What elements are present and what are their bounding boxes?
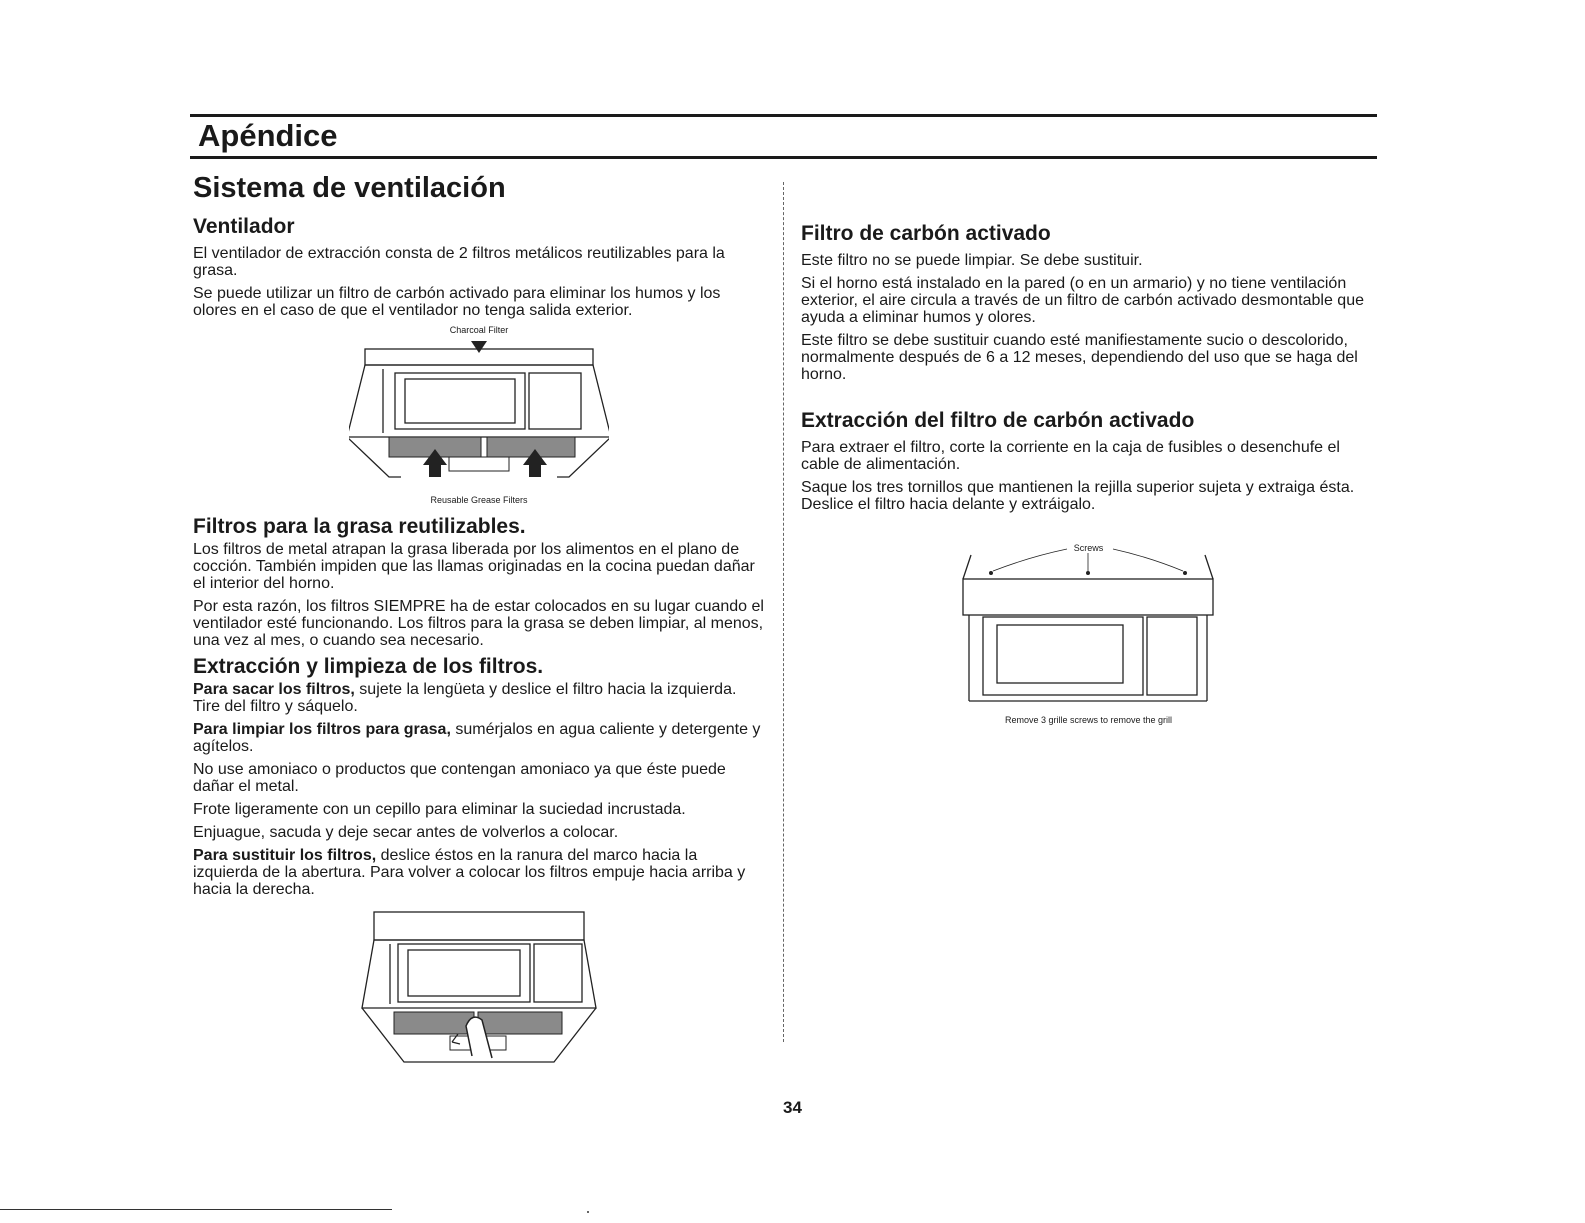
limpieza-p1-text: sujete la lengüeta y deslice el filtro hacia la izquierda. Tire del filtro y sáquelo. bbox=[193, 681, 737, 715]
figure-filter-removal bbox=[354, 908, 604, 1068]
limpieza-heading: Extracción y limpieza de los filtros. bbox=[193, 655, 544, 678]
grille-screws-caption: Remove 3 grille screws to remove the grill bbox=[1004, 715, 1173, 725]
limpieza-paragraph-1 bbox=[193, 681, 765, 715]
reusable-grease-filters-label: Reusable Grease Filters bbox=[430, 495, 528, 505]
section-title: Sistema de ventilación bbox=[193, 172, 506, 204]
limpieza-paragraph-4: Frote ligeramente con un cepillo para eliminar la suciedad incrustada. bbox=[193, 801, 686, 818]
carbon-paragraph-3: Este filtro se debe sustituir cuando esté manifiestamente sucio o descolorido, normalmente después de 6 a 12 meses, dependiendo del uso que se haga del horno. bbox=[801, 332, 1358, 383]
microwave-filters-illustration bbox=[349, 337, 609, 503]
bottom-edge-line bbox=[0, 1209, 392, 1210]
figure-filters-diagram bbox=[349, 325, 609, 507]
extraccion-paragraph-1: Para extraer el filtro, corte la corriente en la caja de fusibles o desenchufe el cable de alimentación. bbox=[801, 439, 1340, 473]
figure-grille-screws bbox=[949, 539, 1229, 729]
grasa-paragraph-2: Por esta razón, los filtros SIEMPRE ha de estar colocados en su lugar cuando el ventilador esté funcionando. Los filtros para la grasa se deben limpiar, al menos, una vez al mes, o cuando sea necesario. bbox=[193, 598, 764, 649]
carbon-heading: Filtro de carbón activado bbox=[801, 222, 1051, 245]
limpieza-paragraph-6 bbox=[193, 847, 765, 898]
extraccion-heading: Extracción del filtro de carbón activado bbox=[801, 409, 1195, 432]
screws-label: Screws bbox=[1073, 543, 1104, 553]
page-number: 34 bbox=[783, 1098, 802, 1117]
limpieza-p6-bold: Para sustituir los filtros, bbox=[193, 847, 377, 864]
charcoal-filter-label: Charcoal Filter bbox=[449, 325, 509, 335]
ventilador-heading: Ventilador bbox=[193, 215, 295, 238]
limpieza-p2-text: sumérjalos en agua caliente y detergente y agítelos. bbox=[193, 721, 761, 755]
extraccion-paragraph-2: Saque los tres tornillos que mantienen la rejilla superior sujeta y extraiga ésta. Deslice el filtro hacia delante y extráigalo. bbox=[801, 479, 1355, 513]
carbon-paragraph-2: Si el horno está instalado en la pared (o en un armario) y no tiene ventilación exterior, el aire circula a través de un filtro de carbón activado desmontable que ayuda a eliminar humos y olores. bbox=[801, 275, 1364, 326]
limpieza-paragraph-3: No use amoniaco o productos que contengan amoniaco ya que éste puede dañar el metal. bbox=[193, 761, 726, 795]
limpieza-p6-text: deslice éstos en la ranura del marco hacia la izquierda de la abertura. Para volver a colocar los filtros empuje hacia arriba y hacia la derecha. bbox=[193, 847, 746, 898]
microwave-grille-screws-illustration bbox=[949, 539, 1229, 709]
bottom-edge-dot bbox=[587, 1211, 589, 1213]
limpieza-paragraph-2 bbox=[193, 721, 765, 755]
limpieza-paragraph-5: Enjuague, sacuda y deje secar antes de volverlos a colocar. bbox=[193, 824, 619, 841]
limpieza-p1-bold: Para sacar los filtros, bbox=[193, 681, 355, 698]
ventilador-paragraph-2: Se puede utilizar un filtro de carbón activado para eliminar los humos y los olores en el caso de que el ventilador no tenga salida exterior. bbox=[193, 285, 721, 319]
left-column bbox=[193, 172, 765, 1068]
column-separator bbox=[783, 182, 784, 1042]
grasa-paragraph-1: Los filtros de metal atrapan la grasa liberada por los alimentos en el plano de cocción. También impiden que las llamas originadas en la cocina puedan dañar el interior del horno. bbox=[193, 541, 755, 592]
limpieza-p2-bold: Para limpiar los filtros para grasa, bbox=[193, 721, 451, 738]
carbon-paragraph-1: Este filtro no se puede limpiar. Se debe sustituir. bbox=[801, 252, 1143, 269]
header-bottom-rule bbox=[190, 156, 1377, 159]
microwave-filter-removal-illustration bbox=[354, 908, 604, 1068]
right-column bbox=[801, 222, 1376, 729]
ventilador-paragraph-1: El ventilador de extracción consta de 2 filtros metálicos reutilizables para la grasa. bbox=[193, 245, 725, 279]
page-header-title: Apéndice bbox=[198, 118, 338, 153]
header-top-rule bbox=[190, 114, 1377, 117]
grasa-heading: Filtros para la grasa reutilizables. bbox=[193, 515, 526, 538]
